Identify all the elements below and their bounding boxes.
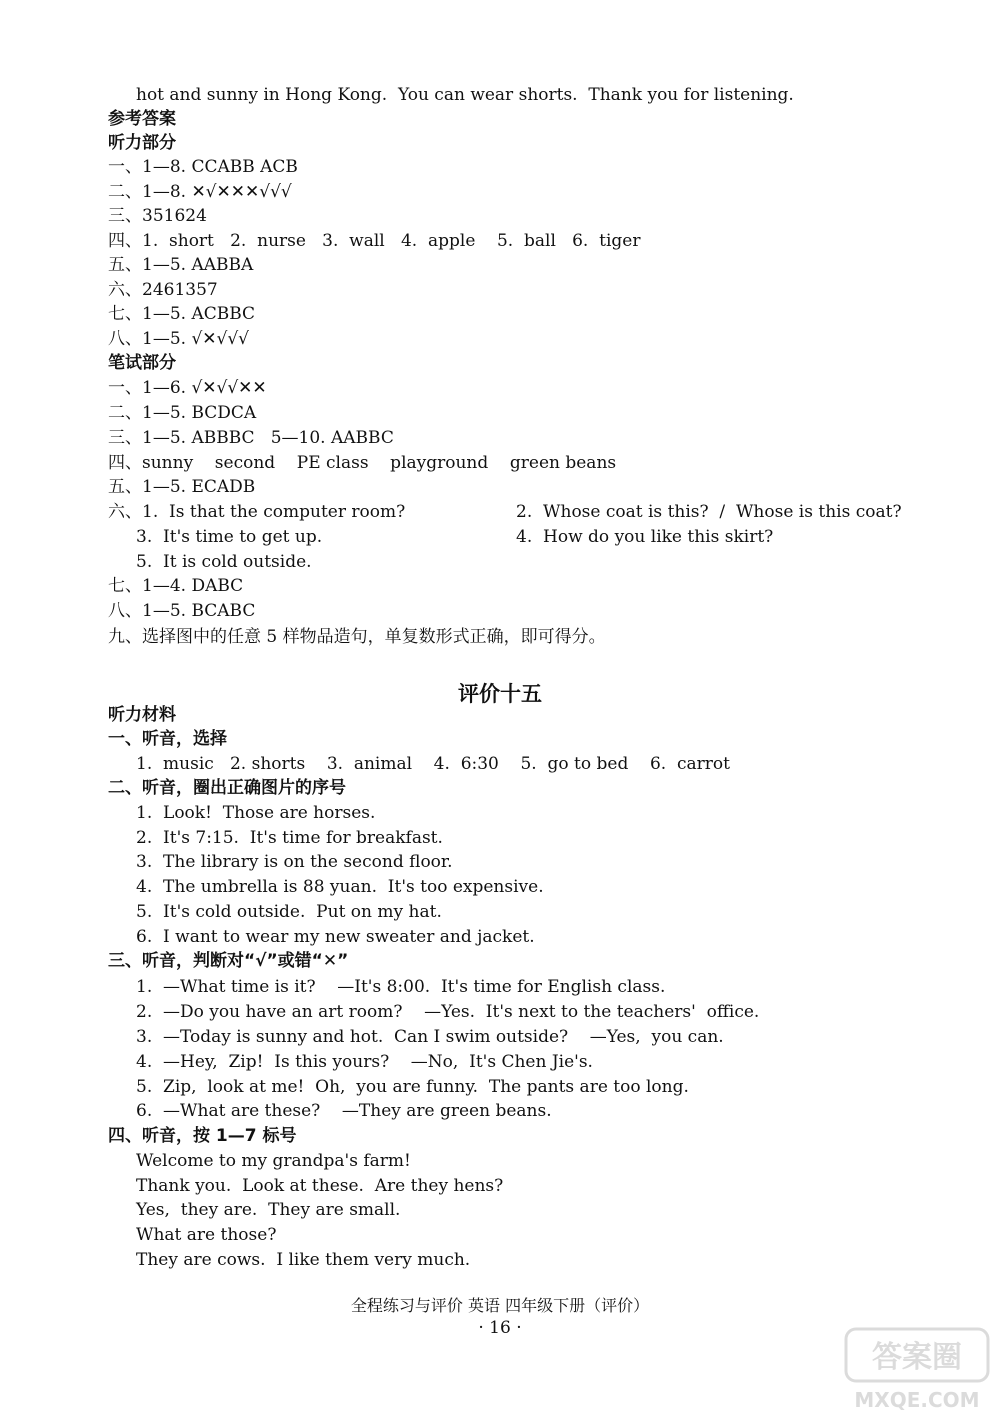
page-footer: 全程练习与评价 英语 四年级下册（评价） bbox=[350, 1296, 650, 1315]
section-heading: 三、听音，判断对“√”或错“✕” bbox=[108, 951, 349, 971]
answer-line: 六、2461357 bbox=[108, 280, 218, 300]
material-line: 5. It's cold outside. Put on my hat. bbox=[136, 902, 442, 922]
material-line: 1. music 2. shorts 3. animal 4. 6:30 5. go to bed 6. carrot bbox=[136, 754, 730, 774]
watermark-logo bbox=[842, 1325, 992, 1415]
watermark-text-url: MXQE.COM bbox=[854, 1388, 980, 1412]
answer-line: 4. How do you like this skirt? bbox=[516, 527, 774, 547]
material-line: 4. —Hey, Zip! Is this yours? —No, It's Chen Jie's. bbox=[136, 1052, 593, 1072]
material-line: Yes, they are. They are small. bbox=[136, 1200, 401, 1220]
page-number: · 16 · bbox=[478, 1318, 522, 1338]
material-line: What are those? bbox=[136, 1225, 277, 1245]
materials-heading: 听力材料 bbox=[108, 705, 176, 725]
section-heading: 二、听音，圈出正确图片的序号 bbox=[108, 778, 346, 798]
material-line: 3. The library is on the second floor. bbox=[136, 852, 453, 872]
answer-line: 九、选择图中的任意 5 样物品造句，单复数形式正确，即可得分。 bbox=[108, 627, 606, 647]
material-line: 1. Look! Those are horses. bbox=[136, 803, 376, 823]
answer-line: 四、sunny second PE class playground green beans bbox=[108, 453, 617, 473]
material-line: Thank you. Look at these. Are they hens? bbox=[136, 1176, 504, 1196]
written-part-heading: 笔试部分 bbox=[108, 353, 176, 373]
answer-line: 七、1—4. DABC bbox=[108, 576, 244, 596]
material-line: 3. —Today is sunny and hot. Can I swim outside? —Yes, you can. bbox=[136, 1027, 724, 1047]
answer-line: 一、1—6. √✕√√✕✕ bbox=[108, 378, 267, 398]
answer-line: 一、1—8. CCABB ACB bbox=[108, 157, 298, 177]
material-line: 1. —What time is it? —It's 8:00. It's time for English class. bbox=[136, 977, 666, 997]
answer-line: 八、1—5. BCABC bbox=[108, 601, 256, 621]
material-line: 2. It's 7:15. It's time for breakfast. bbox=[136, 828, 443, 848]
answer-line: 二、1—5. BCDCA bbox=[108, 403, 257, 423]
section-title: 评价十五 bbox=[458, 682, 542, 706]
material-line: 5. Zip, look at me! Oh, you are funny. The pants are too long. bbox=[136, 1077, 689, 1097]
listening-part-heading: 听力部分 bbox=[108, 133, 176, 153]
material-line: 4. The umbrella is 88 yuan. It's too expensive. bbox=[136, 877, 544, 897]
watermark-text-cn: 答案圈 bbox=[872, 1340, 962, 1375]
answer-line: 3. It's time to get up. bbox=[136, 527, 323, 547]
answer-line: 七、1—5. ACBBC bbox=[108, 304, 256, 324]
answers-heading: 参考答案 bbox=[108, 109, 176, 129]
answer-line: 四、1. short 2. nurse 3. wall 4. apple 5. ball 6. tiger bbox=[108, 231, 641, 251]
material-line: They are cows. I like them very much. bbox=[136, 1250, 471, 1270]
section-heading: 四、听音，按 1—7 标号 bbox=[108, 1126, 297, 1146]
answer-line: 二、1—8. ✕√✕✕✕√√√ bbox=[108, 182, 292, 202]
answer-line: 三、1—5. ABBBC 5—10. AABBC bbox=[108, 428, 394, 448]
answer-line: 八、1—5. √✕√√√ bbox=[108, 329, 250, 349]
answer-line: 五、1—5. AABBA bbox=[108, 255, 254, 275]
section-heading: 一、听音，选择 bbox=[108, 729, 227, 749]
answer-line: 2. Whose coat is this? / Whose is this coat? bbox=[516, 502, 902, 522]
material-line: Welcome to my grandpa's farm! bbox=[136, 1151, 411, 1171]
material-line: 6. —What are these? —They are green beans. bbox=[136, 1101, 552, 1121]
answer-line: 5. It is cold outside. bbox=[136, 552, 312, 572]
answer-line: 五、1—5. ECADB bbox=[108, 477, 256, 497]
material-line: 6. I want to wear my new sweater and jacket. bbox=[136, 927, 535, 947]
material-line: 2. —Do you have an art room? —Yes. It's next to the teachers' office. bbox=[136, 1002, 760, 1022]
answer-line: 六、1. Is that the computer room? bbox=[108, 502, 406, 522]
answer-line: 三、351624 bbox=[108, 206, 207, 226]
continuation-line: hot and sunny in Hong Kong. You can wear shorts. Thank you for listening. bbox=[136, 85, 794, 105]
